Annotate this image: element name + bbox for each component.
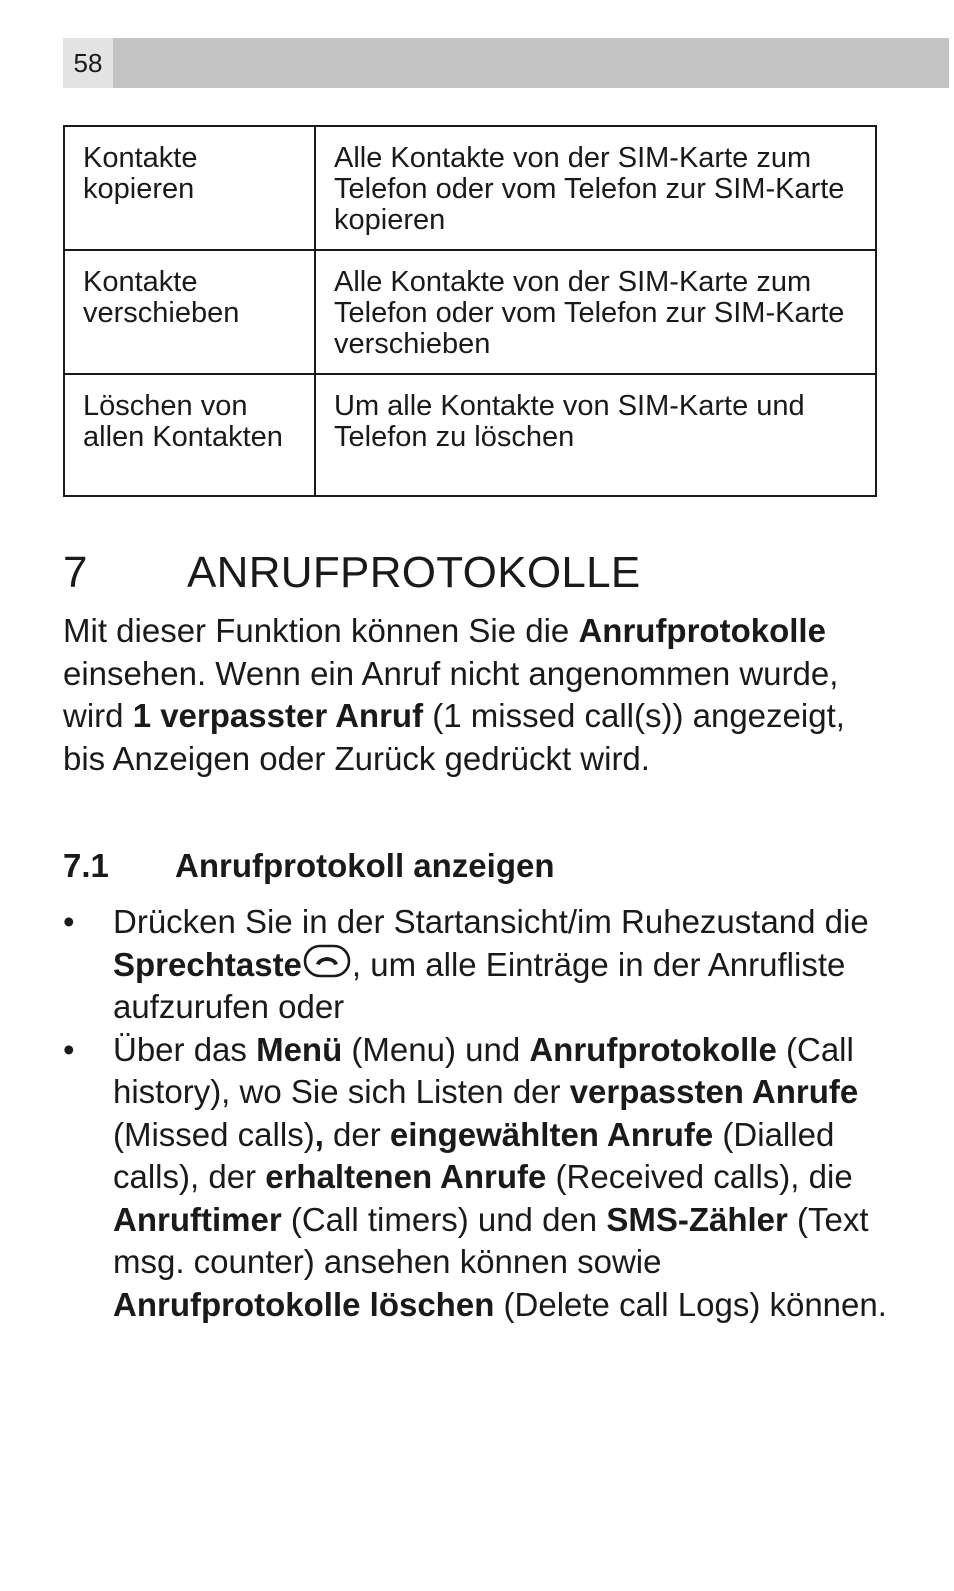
item-text: (Menu) und: [342, 1030, 530, 1068]
option-name: Löschen von allen Kontakten: [64, 374, 315, 496]
table-row: [64, 374, 876, 496]
item-text: (Call timers) und den: [281, 1200, 607, 1238]
table-row: [64, 126, 876, 250]
item-text: , um alle Einträge in der Anrufliste aufzurufen oder: [113, 945, 846, 1025]
option-name: Kontakte kopieren: [64, 126, 315, 250]
item-bold: Anruftimer: [113, 1200, 282, 1238]
section-title: ANRUFPROTOKOLLE: [187, 548, 641, 597]
item-bold: Anrufprotokolle löschen: [113, 1285, 495, 1323]
item-text: Drücken Sie in der Startansicht/im Ruhezustand die: [113, 903, 869, 940]
item-bold: erhaltenen Anrufe: [265, 1158, 547, 1195]
intro-bold: Anrufprotokolle: [578, 612, 826, 649]
option-description: Um alle Kontakte von SIM-Karte und Telefon zu löschen: [315, 374, 876, 496]
item-text: (Call history), wo Sie sich Listen der: [113, 1030, 854, 1110]
item-bold: Sprechtaste: [113, 945, 302, 983]
subsection-heading: [63, 845, 555, 887]
intro-text: einsehen. Wenn ein Anruf nicht angenommen wurde, wird: [63, 654, 839, 734]
page-header-bar: [63, 38, 949, 88]
bullet: •: [63, 1030, 75, 1068]
list-item: [63, 1029, 893, 1327]
option-name: Kontakte verschieben: [64, 250, 315, 374]
intro-bold: 1 verpasster Anruf: [132, 697, 424, 734]
bullet: •: [63, 903, 75, 940]
item-text: (Delete call Logs) können.: [494, 1285, 887, 1323]
intro-text: (1 missed call(s)) angezeigt, bis Anzeigen oder Zurück gedrückt wird.: [63, 697, 845, 777]
item-text: (Received calls), die: [546, 1158, 853, 1195]
item-text: (Dialled calls), der: [113, 1115, 835, 1195]
page-number: 58: [63, 38, 113, 88]
item-bold: SMS-Zähler: [606, 1200, 788, 1238]
subsection-number: 7.1: [63, 847, 109, 884]
item-text: der: [323, 1115, 390, 1153]
intro-text: Mit dieser Funktion können Sie die: [63, 612, 579, 649]
item-text: (Text msg. counter) ansehen können sowie: [113, 1200, 869, 1280]
item-bold: Menü: [256, 1030, 343, 1068]
item-bold: ,: [314, 1115, 324, 1153]
call-key-icon: [302, 944, 352, 978]
item-bold: verpassten Anrufe: [569, 1073, 859, 1110]
option-description: Alle Kontakte von der SIM-Karte zum Telefon oder vom Telefon zur SIM-Karte kopieren: [315, 126, 876, 250]
section-heading: [63, 546, 641, 600]
steps-list: [63, 901, 893, 1326]
subsection-title: Anrufprotokoll anzeigen: [175, 847, 555, 884]
option-description: Alle Kontakte von der SIM-Karte zum Telefon oder vom Telefon zur SIM-Karte verschieben: [315, 250, 876, 374]
list-item: [63, 901, 893, 1029]
item-bold: eingewählten Anrufe: [389, 1115, 714, 1153]
table-row: [64, 250, 876, 374]
section-intro: [63, 610, 883, 780]
item-text: Über das: [113, 1030, 257, 1068]
item-bold: Anrufprotokolle: [529, 1030, 777, 1068]
section-number: 7: [63, 548, 88, 597]
contacts-options-table: [63, 125, 877, 497]
item-text: (Missed calls): [113, 1115, 315, 1153]
